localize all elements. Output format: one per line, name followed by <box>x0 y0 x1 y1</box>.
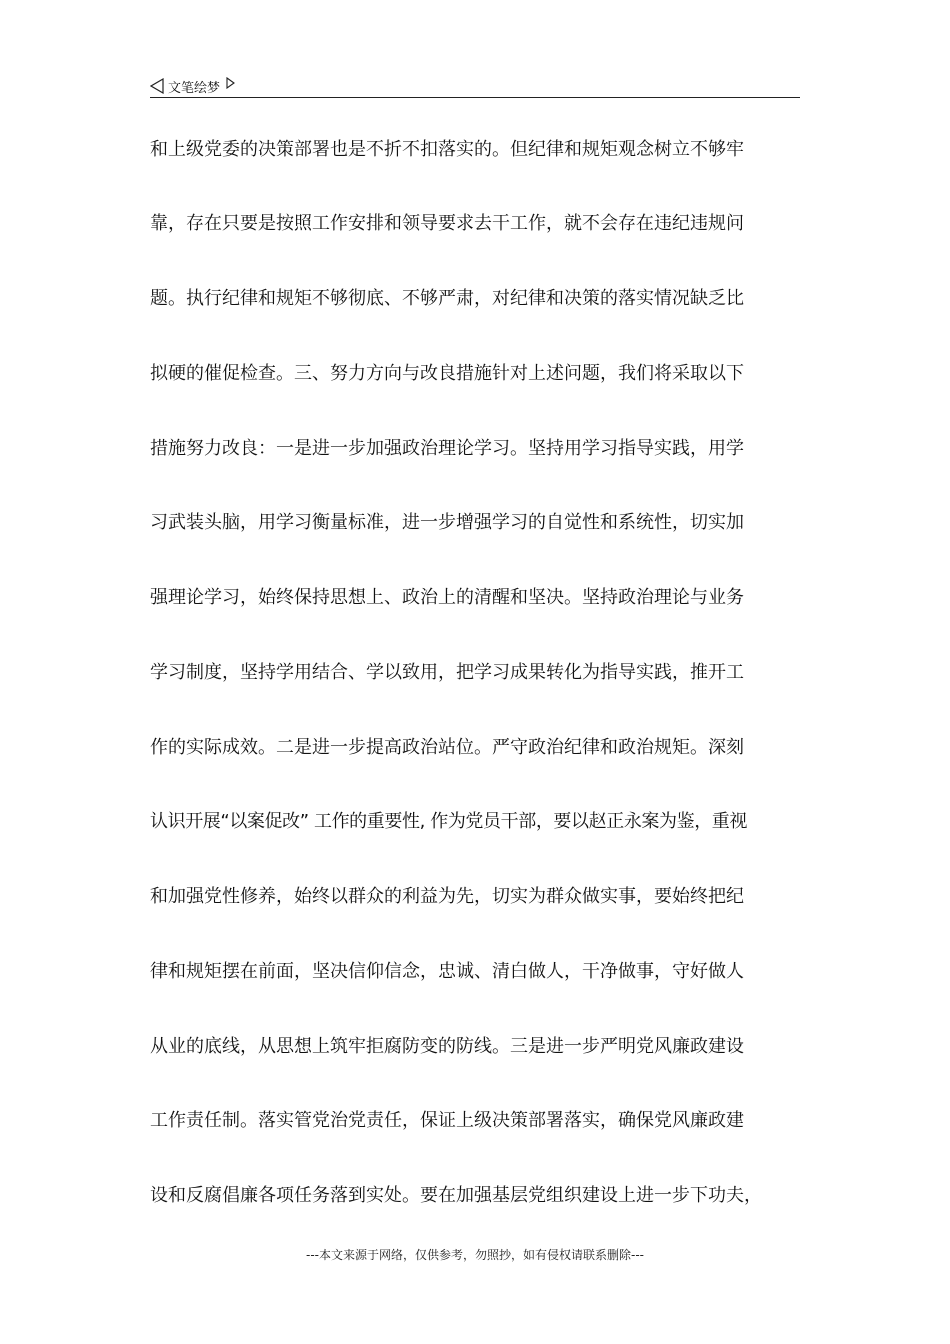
header-rule <box>150 97 800 98</box>
text-line: 律和规矩摆在前面，坚决信仰信念，忠诚、清白做人，干净做事，守好做人 <box>150 961 744 982</box>
text-line: 措施努力改良：一是进一步加强政治理论学习。坚持用学习指导实践，用学 <box>150 438 744 459</box>
text-line: 作的实际成效。二是进一步提高政治站位。严守政治纪律和政治规矩。深刻 <box>150 737 744 758</box>
text-line: 学习制度，坚持学用结合、学以致用，把学习成果转化为指导实践，推开工 <box>150 662 744 683</box>
text-line: 和上级党委的决策部署也是不折不扣落实的。但纪律和规矩观念树立不够牢 <box>150 139 744 160</box>
text-line: 拟硬的催促检查。三、努力方向与改良措施针对上述问题，我们将采取以下 <box>150 363 744 384</box>
text-line: 从业的底线，从思想上筑牢拒腐防变的防线。三是进一步严明党风廉政建设 <box>150 1036 744 1057</box>
text-line: 设和反腐倡廉各项任务落到实处。要在加强基层党组织建设上进一步下功夫， <box>150 1185 762 1206</box>
triangle-right-icon <box>226 77 235 89</box>
header-brand: 文笔绘梦 <box>168 80 221 96</box>
text-line: 靠，存在只要是按照工作安排和领导要求去干工作，就不会存在违纪违规问 <box>150 213 744 234</box>
text-line: 工作责任制。落实管党治党责任，保证上级决策部署落实，确保党风廉政建 <box>150 1110 744 1131</box>
text-line: 题。执行纪律和规矩不够彻底、不够严肃，对纪律和决策的落实情况缺乏比 <box>150 288 744 309</box>
text-line: 认识开展“以案促改” 工作的重要性, 作为党员干部，要以赵正永案为鉴，重视 <box>150 811 748 832</box>
text-line: 强理论学习，始终保持思想上、政治上的清醒和坚决。坚持政治理论与业务 <box>150 587 744 608</box>
page-header <box>150 74 800 98</box>
triangle-left-icon <box>150 78 164 94</box>
text-line: 习武装头脑，用学习衡量标准，进一步增强学习的自觉性和系统性，切实加 <box>150 512 744 533</box>
text-line: 和加强党性修养，始终以群众的利益为先，切实为群众做实事，要始终把纪 <box>150 886 744 907</box>
footer-notice: ---本文来源于网络，仅供参考，勿照抄，如有侵权请联系删除--- <box>306 1248 644 1262</box>
